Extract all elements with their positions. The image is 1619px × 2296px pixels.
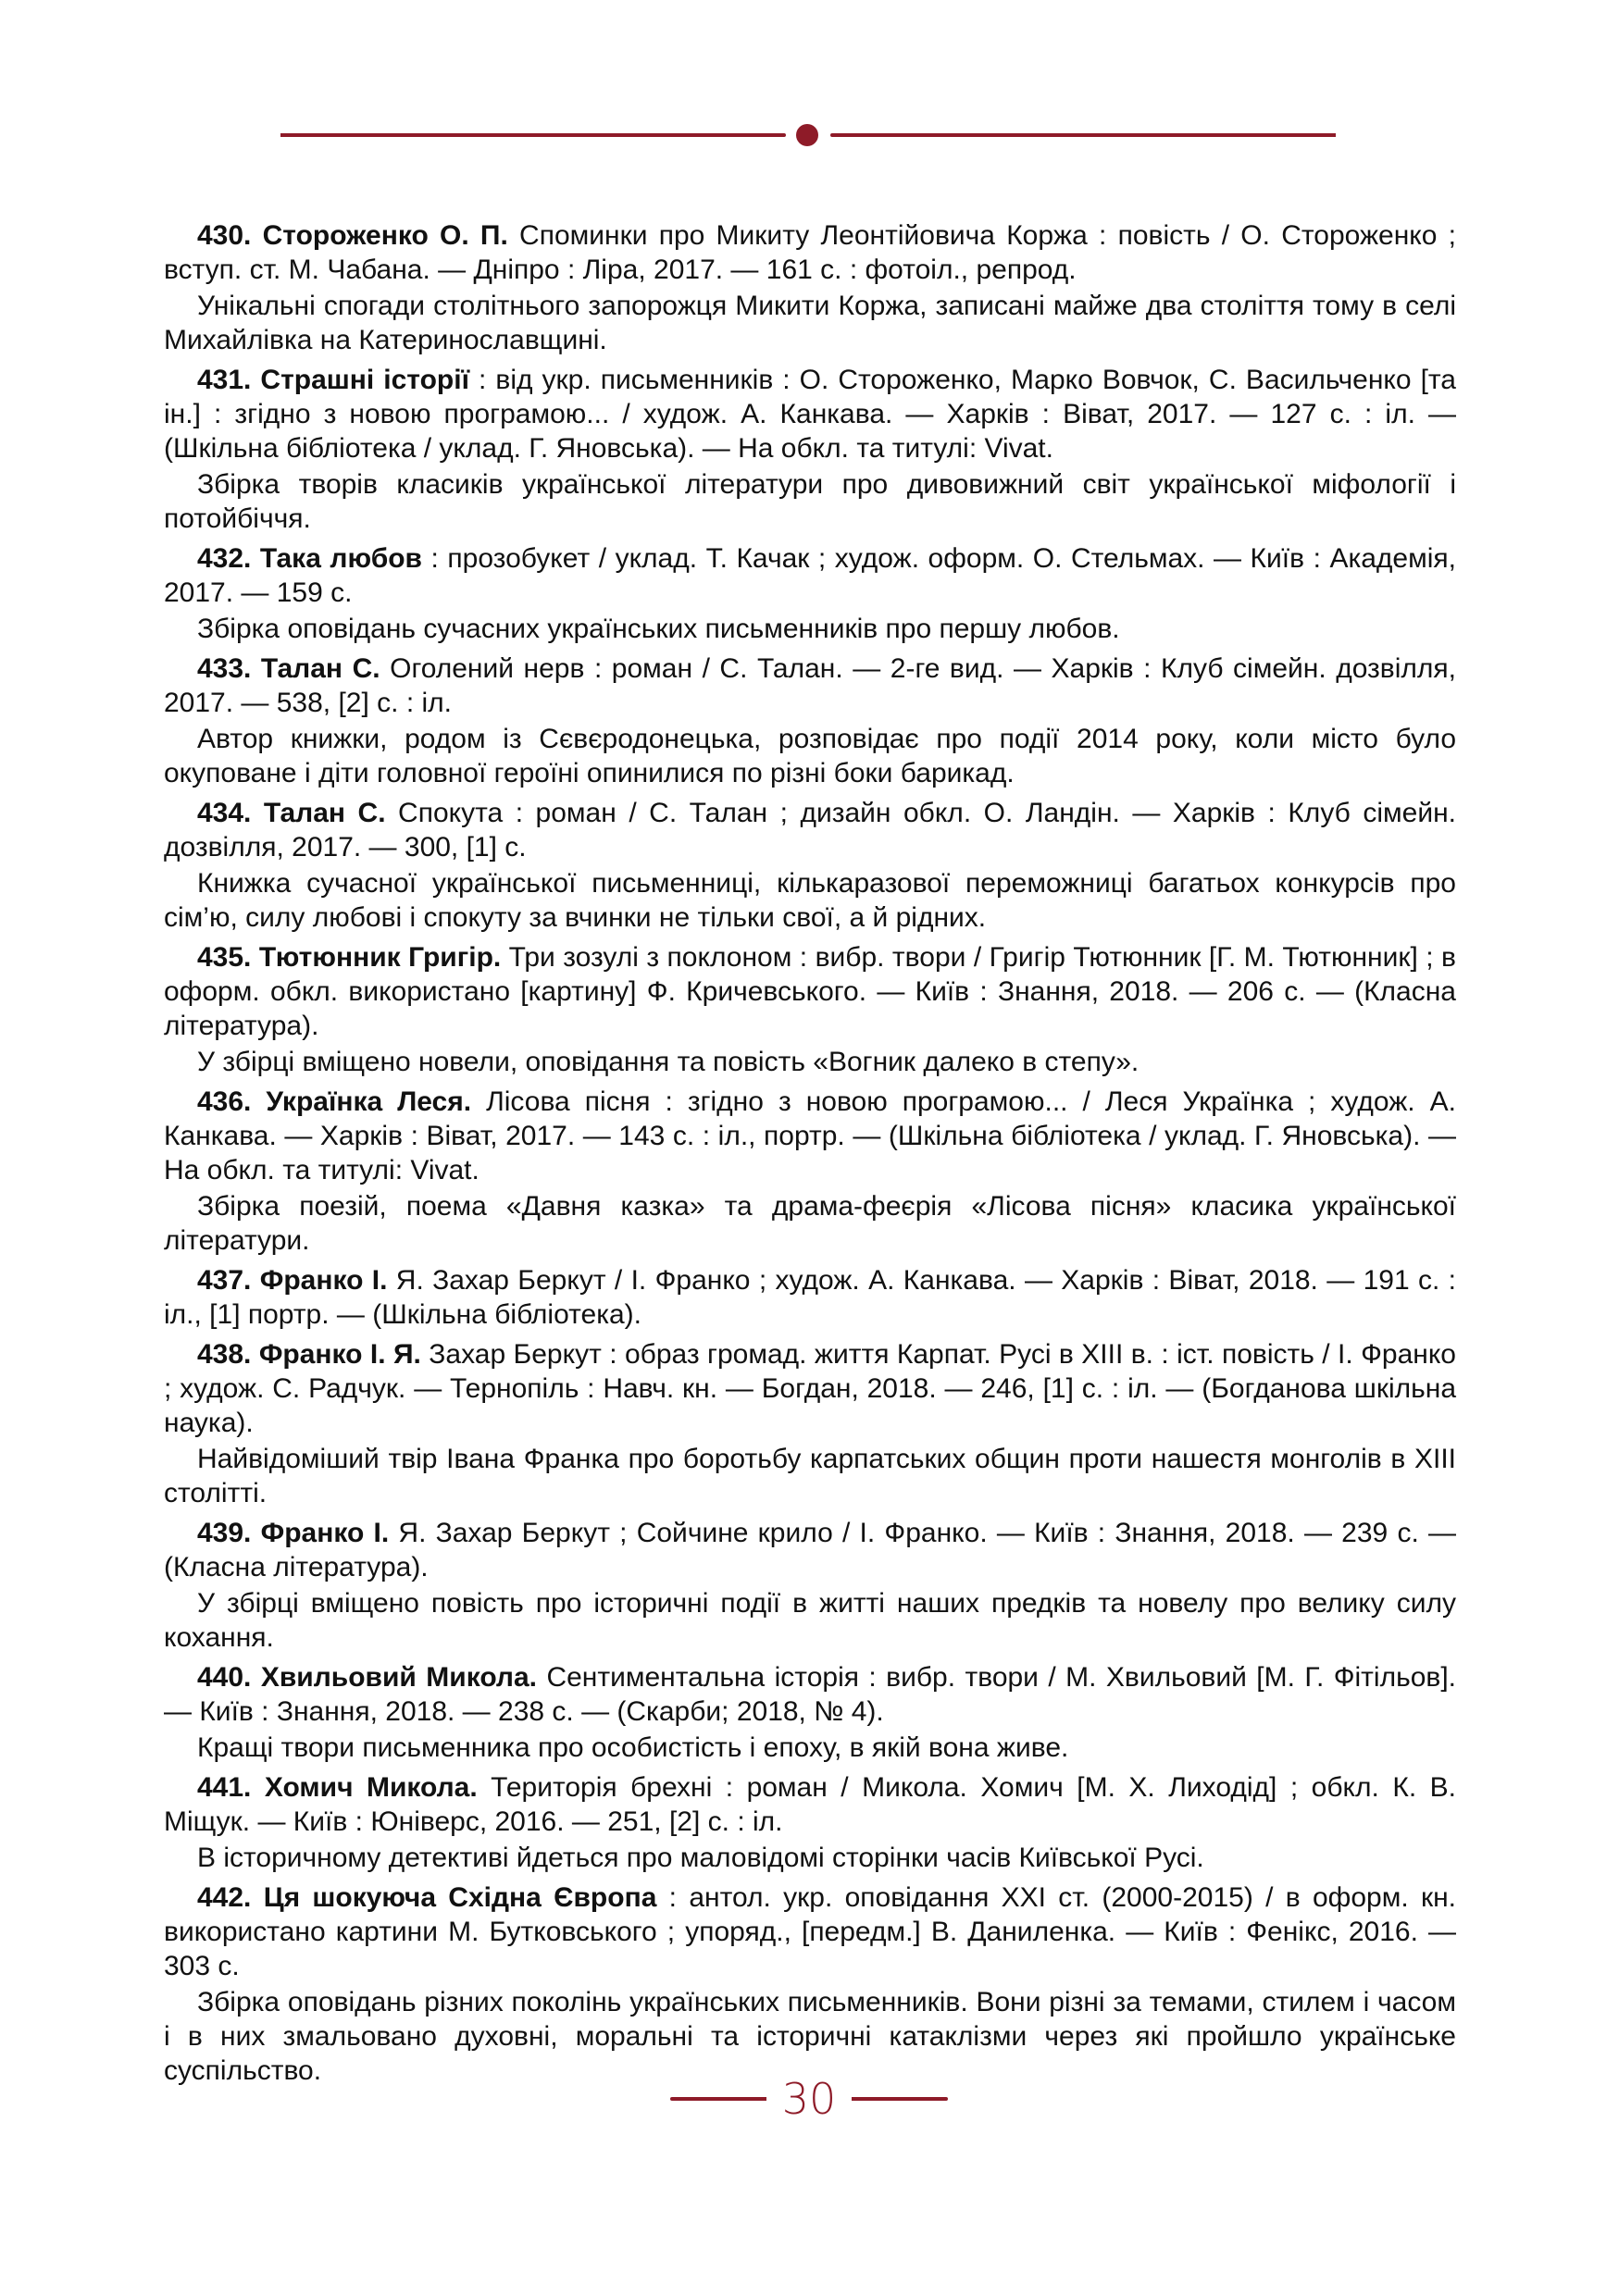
entry-author: Хомич Микола. (264, 1772, 478, 1803)
entry-citation (164, 363, 1456, 465)
entry-annotation: Кращі твори письменника про особистість і епоху, в якій вона живе. (197, 1732, 1069, 1763)
entry-number: 436. (197, 1086, 252, 1117)
footer-rule-right (852, 2097, 948, 2101)
bibliography-entry (164, 541, 1456, 646)
bibliography-entry (164, 796, 1456, 935)
entry-number: 430. (197, 220, 252, 251)
entry-annotation: Унікальні спогади столітнього запорожця Микити Коржа, записані майже два століття тому в селі Михайлівка на Катеринославщині. (164, 291, 1456, 355)
entry-author: Талан С. (263, 798, 386, 828)
entry-description: Територія брехні : роман / Микола. Хомич [М. Х. Лиходід] ; обкл. К. В. Міщук. — Київ : Юніверс, 2016. — 251, [2] с. : іл. (164, 1772, 1456, 1837)
entry-annotation: Найвідоміший твір Івана Франка про боротьбу карпатських общин проти нашестя монголів в XIII столітті. (164, 1444, 1456, 1508)
entry-description: Споминки про Микиту Леонтійовича Коржа : повість / О. Стороженко ; вступ. ст. М. Чабана. — Дніпро : Ліра, 2017. — 161 с. : фотоіл., репрод. (164, 220, 1457, 285)
entry-number: 431. (197, 365, 252, 395)
header-rule-right (830, 133, 1336, 137)
entry-description: Лісова пісня : згідно з новою програмою... / Леся Українка ; худож. А. Канкава. — Харків : Віват, 2017. — 143 с. : іл., портр. — (Шкільна бібліотека / уклад. Г. Яновська). — На обкл. та титулі: Vivat. (164, 1086, 1456, 1185)
entry-number: 432. (197, 543, 252, 574)
entry-author: Франко І. (260, 1518, 390, 1548)
header-rule-left (280, 133, 786, 137)
header-ornament-dot (796, 124, 818, 146)
bibliography-entry (164, 363, 1456, 536)
entry-annotation: Збірка оповідань сучасних українських письменників про першу любов. (197, 614, 1120, 644)
entry-author: Тютюнник Григір. (258, 942, 502, 973)
entry-author: Франко І. Я. (258, 1339, 421, 1370)
entry-number: 440. (197, 1662, 252, 1693)
entry-author: Стороженко О. П. (262, 220, 508, 251)
entry-description: Захар Беркут : образ громад. життя Карпат. Русі в XIII в. : іст. повість / І. Франко ; худож. С. Радчук. — Тернопіль : Навч. кн. — Богдан, 2018. — 246, [1] с. : іл. — (Богданова шкільна наука). (164, 1339, 1456, 1438)
entry-citation (164, 1516, 1456, 1584)
entry-description: Я. Захар Беркут / І. Франко ; худож. А. Канкава. — Харків : Віват, 2018. — 191 с. : іл., [1] портр. — (Шкільна бібліотека). (164, 1265, 1456, 1330)
entry-citation (164, 1337, 1456, 1440)
entry-number: 437. (197, 1265, 252, 1296)
entry-annotation: Книжка сучасної української письменниці, кількаразової переможниці багатьох конкурсів про сім’ю, силу любові і спокуту за вчинки не тільки свої, а й рідних. (164, 868, 1456, 933)
entry-annotation: У збірці вміщено новели, оповідання та повість «Вогник далеко в степу». (197, 1047, 1140, 1077)
entry-citation (164, 1263, 1456, 1332)
entry-citation (164, 1085, 1456, 1187)
entry-author: Франко І. (259, 1265, 388, 1296)
entry-annotation: У збірці вміщено повість про історичні події в житті наших предків та новелу про велику силу кохання. (164, 1588, 1456, 1653)
entry-description: : антол. укр. оповідання XXI ст. (2000-2015) / в оформ. кн. використано картини М. Бутковського ; упоряд., [передм.] В. Даниленка. — Київ : Фенікс, 2016. — 303 с. (164, 1882, 1456, 1981)
entry-description: Сентиментальна історія : вибр. твори / М. Хвильовий [М. Г. Фітільов]. — Київ : Знання, 2018. — 238 с. — (Скарби; 2018, № 4). (164, 1662, 1457, 1727)
bibliography-entry (164, 1770, 1456, 1875)
bibliography-entry (164, 1516, 1456, 1655)
page-number: 30 (781, 2074, 837, 2124)
entry-number: 433. (197, 653, 252, 684)
bibliography-entry (164, 1337, 1456, 1510)
entry-annotation: Збірка поезій, поема «Давня казка» та драма-феєрія «Лісова пісня» класика української літератури. (164, 1191, 1456, 1256)
entry-description: : від укр. письменників : О. Стороженко, Марко Вовчок, С. Васильченко [та ін.] : згідно з новою програмою... / худож. А. Канкава. — Харків : Віват, 2017. — 127 с. : іл. — (Шкільна бібліотека / уклад. Г. Яновська). — На обкл. та титулі: Vivat. (164, 365, 1456, 464)
entry-citation (164, 940, 1456, 1043)
bibliography-entry (164, 1880, 1456, 2088)
entry-description: Я. Захар Беркут ; Сойчине крило / І. Франко. — Київ : Знання, 2018. — 239 с. — (Класна література). (164, 1518, 1456, 1582)
entry-number: 435. (197, 942, 252, 973)
entry-author: Хвильовий Микола. (260, 1662, 538, 1693)
entry-author: Талан С. (260, 653, 380, 684)
entry-citation (164, 1770, 1456, 1839)
entry-citation (164, 796, 1456, 864)
entry-description: Спокута : роман / С. Талан ; дизайн обкл. О. Ландін. — Харків : Клуб сімейн. дозвілля, 2017. — 300, [1] с. (164, 798, 1456, 863)
entry-author: Страшні історії (260, 365, 470, 395)
entry-author: Ця шокуюча Східна Європа (263, 1882, 657, 1913)
entry-annotation: Збірка оповідань різних поколінь українських письменників. Вони різні за темами, стилем і часом і в них змальовано духовні, моральні та історичні катаклізми через які пройшло українське суспільство. (164, 1987, 1456, 2086)
entry-number: 434. (197, 798, 252, 828)
entry-citation (164, 1660, 1456, 1729)
entry-citation (164, 652, 1456, 720)
entry-description: Оголений нерв : роман / С. Талан. — 2-ге вид. — Харків : Клуб сімейн. дозвілля, 2017. — 538, [2] с. : іл. (164, 653, 1456, 718)
entry-annotation: Збірка творів класиків української літератури про дивовижний світ української міфології і потойбіччя. (164, 469, 1456, 534)
entry-description: Три зозулі з поклоном : вибр. твори / Григір Тютюнник [Г. М. Тютюнник] ; в оформ. обкл. використано [картину] Ф. Кричевського. — Київ : Знання, 2018. — 206 с. — (Класна література). (164, 942, 1456, 1041)
entry-annotation: В історичному детективі йдеться про маловідомі сторінки часів Київської Русі. (197, 1843, 1204, 1873)
entry-citation (164, 218, 1456, 287)
bibliography-entry (164, 1263, 1456, 1332)
entry-description: : прозобукет / уклад. Т. Качак ; худож. оформ. О. Стельмах. — Київ : Академія, 2017. — 159 с. (164, 543, 1456, 608)
entry-author: Така любов (259, 543, 422, 574)
bibliography-entry (164, 218, 1456, 357)
bibliography-entry (164, 940, 1456, 1079)
bibliography-entry (164, 1085, 1456, 1258)
entry-number: 441. (197, 1772, 252, 1803)
entry-citation (164, 541, 1456, 610)
entry-number: 439. (197, 1518, 252, 1548)
bibliography-entry (164, 1660, 1456, 1765)
bibliography-entry (164, 652, 1456, 790)
entry-citation (164, 1880, 1456, 1983)
entry-number: 442. (197, 1882, 252, 1913)
entry-author: Українка Леся. (266, 1086, 472, 1117)
entry-annotation: Автор книжки, родом із Сєвєродонецька, розповідає про події 2014 року, коли місто було окуповане і діти головної героїні опинилися по різні боки барикад. (164, 724, 1456, 788)
entry-number: 438. (197, 1339, 252, 1370)
bibliography-list (164, 218, 1456, 2093)
footer-rule-left (670, 2097, 766, 2101)
